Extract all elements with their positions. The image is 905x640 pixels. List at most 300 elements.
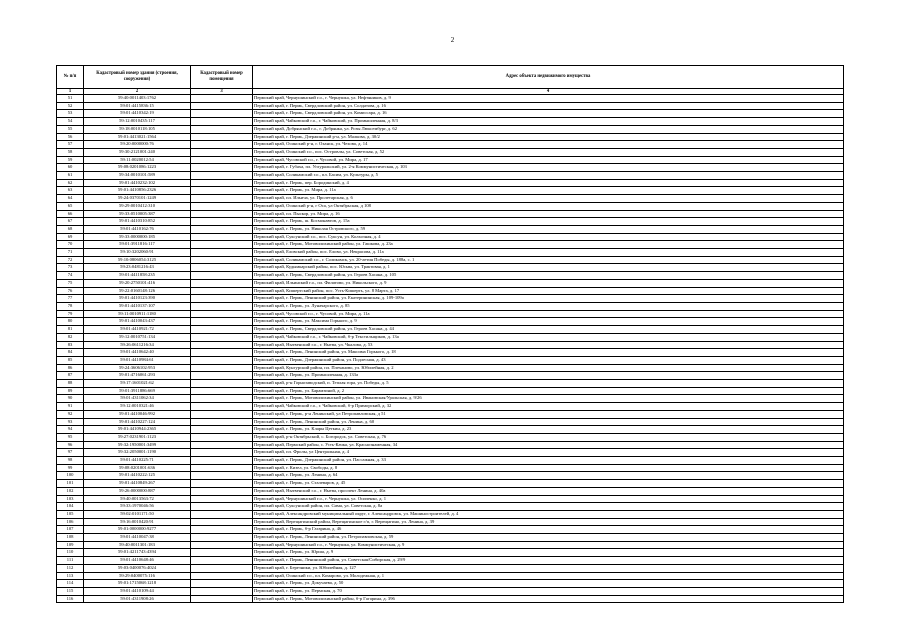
row-cadastral-building: 59:27:0231901:1123 [84, 433, 191, 441]
table-row [57, 464, 844, 472]
row-cadastral-room [191, 418, 253, 426]
row-address: Пермский край, Суксунский г.о., пос. Суксун, ул. Колхозная, д. 4 [253, 233, 844, 241]
row-cadastral-room [191, 349, 253, 357]
header-number-1: 1 [57, 89, 84, 95]
row-number: 98 [57, 457, 84, 465]
row-address: Пермский край, Еловский район, пос. Елово, ул. Некрасова, д. 11а [253, 249, 844, 257]
row-number: 93 [57, 418, 84, 426]
table-row [57, 202, 844, 210]
row-cadastral-room [191, 141, 253, 149]
row-number: 71 [57, 249, 84, 257]
header-number-2: 2 [84, 89, 191, 95]
table-row [57, 526, 844, 534]
row-number: 113 [57, 572, 84, 580]
row-address: Пермский край, г. Пермь, Мотовилихинский район, ул. Гашкова, д. 23а [253, 241, 844, 249]
row-cadastral-room [191, 295, 253, 303]
row-number: 110 [57, 549, 84, 557]
row-number: 54 [57, 118, 84, 126]
row-cadastral-room [191, 487, 253, 495]
row-address: Пермский край, Чернушинский г.о., г. Чернушка, ул. Нефтяников, д. 9 [253, 95, 844, 103]
table-row [57, 110, 844, 118]
table-row [57, 210, 844, 218]
table-row [57, 318, 844, 326]
table-row [57, 403, 844, 411]
row-number: 103 [57, 495, 84, 503]
row-cadastral-room [191, 241, 253, 249]
row-address: Пермский край, г. Пермь, Свердловский район, ул. Солдатова, д. 16 [253, 102, 844, 110]
row-cadastral-room [191, 387, 253, 395]
table-row [57, 341, 844, 349]
table-row [57, 510, 844, 518]
table-row [57, 164, 844, 172]
row-number: 64 [57, 195, 84, 203]
row-cadastral-room [191, 580, 253, 588]
row-cadastral-building: 59:32:2050001:1190 [84, 449, 191, 457]
row-address: Пермский край, Соликамский г.о., пл. Басим, ул. Культуры, д. 5 [253, 172, 844, 180]
row-cadastral-room [191, 433, 253, 441]
row-cadastral-building: 59:02:0101171:50 [84, 510, 191, 518]
row-cadastral-building: 59:01:4410047:38 [84, 534, 191, 542]
row-cadastral-building: 59:32:1950001:3499 [84, 441, 191, 449]
row-number: 109 [57, 541, 84, 549]
row-cadastral-building: 59:01:4410043:437 [84, 318, 191, 326]
row-address: Пермский край, г. Пермь, Дзержинский р-н, ул. Малкова, д. 30/2 [253, 133, 844, 141]
row-cadastral-building: 59:12:0010751:134 [84, 333, 191, 341]
table-row [57, 457, 844, 465]
row-address: Пермский край, г. Пермь, ул. Докучаева, д. 50 [253, 580, 844, 588]
row-cadastral-room [191, 395, 253, 403]
row-number: 63 [57, 187, 84, 195]
table-row [57, 588, 844, 596]
row-cadastral-room [191, 549, 253, 557]
row-cadastral-room [191, 518, 253, 526]
row-address: Пермский край, Чайковский г.о., г. Чайковский, б-р Приморский, д. 32 [253, 403, 844, 411]
row-cadastral-building: 59:03:0400076:4024 [84, 564, 191, 572]
table-row [57, 295, 844, 303]
row-cadastral-building: 59:24:0370101:1249 [84, 195, 191, 203]
row-cadastral-building: 59:01:4410310:852 [84, 218, 191, 226]
table-row [57, 148, 844, 156]
row-number: 79 [57, 310, 84, 318]
table-row [57, 572, 844, 580]
row-cadastral-building: 59:11:0010911:1180 [84, 310, 191, 318]
row-number: 65 [57, 202, 84, 210]
row-cadastral-room [191, 480, 253, 488]
row-number: 55 [57, 125, 84, 133]
property-table [56, 65, 844, 603]
row-cadastral-room [191, 541, 253, 549]
row-number: 108 [57, 534, 84, 542]
row-cadastral-building: 59:33:0510005:387 [84, 210, 191, 218]
row-number: 74 [57, 272, 84, 280]
row-address: Пермский край, г. Пермь, ул. Клары Цеткин, д. 23 [253, 426, 844, 434]
header-cadastral-building: Кадастровый номер здания (строения, сооружения) [84, 66, 191, 89]
row-address: Пермский край, г. Пермь, ш. Космонавтов, д. 15а [253, 218, 844, 226]
row-number: 102 [57, 487, 84, 495]
row-address: Пермский край, г. Пермь, Мотовилихинский район, ул. Ивановская/Уральская, д. 9/26 [253, 395, 844, 403]
header-num: № п/п [57, 66, 84, 89]
row-address: Пермский край, г. Пермь, Ленинский район, ул. Петропавловская, д. 59 [253, 534, 844, 542]
row-address: Пермский край, г. Пермь, Ленинский район, ул. Екатерининская, д. 109-109а [253, 295, 844, 303]
table-row [57, 541, 844, 549]
row-cadastral-building: 59:20:2750101:416 [84, 279, 191, 287]
table-row [57, 241, 844, 249]
row-cadastral-building: 59:01:4410849:267 [84, 480, 191, 488]
row-number: 69 [57, 233, 84, 241]
row-cadastral-building: 59:29:0010412:310 [84, 202, 191, 210]
row-number: 99 [57, 464, 84, 472]
row-address: Пермский край, Чусовской г.о., г. Чусовой, ул. Мира, д. 11а [253, 310, 844, 318]
table-row [57, 549, 844, 557]
table-row [57, 564, 844, 572]
row-address: Пермский край, Верещагинский район, Верещагинское г/п, г. Верещагино, ул. Ленина, д. 39 [253, 518, 844, 526]
page-number: 2 [450, 36, 455, 44]
row-address: Пермский край, пл. Фролы, ул Центральная, д. 4 [253, 449, 844, 457]
row-number: 76 [57, 287, 84, 295]
table-row [57, 380, 844, 388]
row-number: 89 [57, 387, 84, 395]
header-number-3: 3 [191, 89, 253, 95]
row-number: 88 [57, 380, 84, 388]
row-address: Пермский край, Чернушинский г.о., г. Чернушка, ул. Коммунистическая, д. 9 [253, 541, 844, 549]
row-address: Пермский край, р-н Горнозаводский, п. Теплая гора, ул. Победы, д. 5 [253, 380, 844, 388]
table-row [57, 534, 844, 542]
row-cadastral-room [191, 472, 253, 480]
row-cadastral-building: 59:16:0010420:91 [84, 518, 191, 526]
table-row [57, 387, 844, 395]
row-number: 104 [57, 503, 84, 511]
row-address: Пермский край, Чусовской г.о., г. Чусовой, ул. Мира, д. 17 [253, 156, 844, 164]
row-cadastral-room [191, 110, 253, 118]
table-row [57, 518, 844, 526]
row-number: 67 [57, 218, 84, 226]
row-cadastral-room [191, 133, 253, 141]
row-number: 84 [57, 349, 84, 357]
table-row [57, 172, 844, 180]
row-address: Пермский край, Добрянский г.о., г. Добрянка, ул. Розы Люксембург, д. 62 [253, 125, 844, 133]
row-cadastral-building: 59:01:3911886:669 [84, 387, 191, 395]
row-number: 115 [57, 588, 84, 596]
row-address: Пермский край, Чайковский г.о., г. Чайковский, ул. Промышленная, д. 8/3 [253, 118, 844, 126]
table-row [57, 141, 844, 149]
row-cadastral-building: 59:01:4311908:26 [84, 595, 191, 603]
row-cadastral-building: 59:01:4410232:102 [84, 179, 191, 187]
row-cadastral-building: 59:12:0010321:46 [84, 403, 191, 411]
row-cadastral-room [191, 264, 253, 272]
row-cadastral-building: 59:01:4410109:44 [84, 588, 191, 596]
row-cadastral-building: 59:24:3606102:953 [84, 364, 191, 372]
table-row [57, 279, 844, 287]
row-number: 101 [57, 480, 84, 488]
row-cadastral-room [191, 195, 253, 203]
table-row [57, 95, 844, 103]
table-row [57, 225, 844, 233]
row-address: Пермский край, г. Пермь, Дзержинский район, ул. Пассажная, д. 33 [253, 457, 844, 465]
row-number: 106 [57, 518, 84, 526]
row-address: Пермский край, г. Пермь, ул. Пермская, д. 70 [253, 588, 844, 596]
row-cadastral-building: 59:40:0013563:72 [84, 495, 191, 503]
row-cadastral-building: 59:22:0160148:126 [84, 287, 191, 295]
table-row [57, 156, 844, 164]
table-row [57, 249, 844, 257]
row-address: Пермский край, Чернушинский г.о., г. Чернушка, ул. Осипенко, д. 1 [253, 495, 844, 503]
row-cadastral-room [191, 164, 253, 172]
row-cadastral-room [191, 310, 253, 318]
row-number: 80 [57, 318, 84, 326]
row-cadastral-building: 59:01:4410944:2365 [84, 426, 191, 434]
row-address: Пермский край, Осинский р-н, г. Оханск, ул. Чехова, д. 14 [253, 141, 844, 149]
row-cadastral-room [191, 125, 253, 133]
row-address: Пермский край, Чайковский г.о., г. Чайковский, б-р Текстильщиков, д. 13а [253, 333, 844, 341]
row-address: Пермский край, г. Пермь, ул. Ленина, д. 64 [253, 472, 844, 480]
row-cadastral-building: 59:01:4410648:46 [84, 557, 191, 565]
row-address: Пермский край, г. Пермь, ул. Сталеваров, д. 45 [253, 480, 844, 488]
row-address: Пермский край, г. Пермь, ул. Промышленная, д. 133а [253, 372, 844, 380]
row-number: 86 [57, 364, 84, 372]
row-number: 91 [57, 403, 84, 411]
row-number: 61 [57, 172, 84, 180]
row-address: Пермский край, Суксунский район, пл. Сима, ул. Советская, д. 8а [253, 503, 844, 511]
row-cadastral-building: 59:01:4410921:72 [84, 326, 191, 334]
row-cadastral-room [191, 287, 253, 295]
table-row [57, 310, 844, 318]
table-row [57, 426, 844, 434]
row-cadastral-building: 59:01:4410123:390 [84, 295, 191, 303]
row-cadastral-room [191, 588, 253, 596]
table-row [57, 326, 844, 334]
row-address: Пермский край, Пермский район, с. Усть-Качка, ул. Краснознаменная, 34 [253, 441, 844, 449]
table-row [57, 187, 844, 195]
row-cadastral-room [191, 233, 253, 241]
row-cadastral-room [191, 572, 253, 580]
row-number: 85 [57, 356, 84, 364]
row-address: Пермский край, г. Пермь, ул. Мира, д. 11а [253, 187, 844, 195]
row-cadastral-room [191, 364, 253, 372]
row-cadastral-building: 59:17:1601021:62 [84, 380, 191, 388]
row-number: 114 [57, 580, 84, 588]
header-cadastral-room: Кадастровый номер помещения [191, 66, 253, 89]
row-number: 97 [57, 449, 84, 457]
row-cadastral-room [191, 380, 253, 388]
row-address: Пермский край, г. Пермь, Дзержинский район, ул. Подлесная, д. 43 [253, 356, 844, 364]
row-address: Пермский край, г. Пермь, Свердловский район, ул. Героев Хасана, д. 105 [253, 272, 844, 280]
row-cadastral-room [191, 187, 253, 195]
row-number: 70 [57, 241, 84, 249]
row-cadastral-room [191, 102, 253, 110]
row-address: Пермский край, Соликамский г.о., г. Соликамск, ул. 20-летия Победы, д. 188а, с. 1 [253, 256, 844, 264]
row-number: 83 [57, 341, 84, 349]
row-address: Пермский край, г. Пермь, пер. Бородинский, д. 4 [253, 179, 844, 187]
row-number: 59 [57, 156, 84, 164]
row-address: Пермский край, г. Пермь, ул. Луначарского, д. 85 [253, 302, 844, 310]
row-cadastral-room [191, 526, 253, 534]
table-row [57, 595, 844, 603]
row-cadastral-room [191, 326, 253, 334]
row-number: 57 [57, 141, 84, 149]
row-cadastral-building: 59:01:4410984:61 [84, 356, 191, 364]
row-cadastral-room [191, 333, 253, 341]
table-row [57, 495, 844, 503]
row-number: 81 [57, 326, 84, 334]
row-cadastral-building: 59:10:3202060:91 [84, 249, 191, 257]
table-row [57, 580, 844, 588]
table-row [57, 256, 844, 264]
row-address: Пермский край, г. Пермь, Ленинский район, ул. Ленина, д. 60 [253, 418, 844, 426]
header-address: Адрес объекта недвижимого имущества [253, 66, 844, 89]
table-row [57, 441, 844, 449]
row-cadastral-building: 59:33:1970046:56 [84, 503, 191, 511]
row-cadastral-building: 59:01:4211743:4394 [84, 549, 191, 557]
table-row [57, 233, 844, 241]
row-address: Пермский край, Нытвенский г.о., г. Нытва, ул. Чкалова, д. 53 [253, 341, 844, 349]
row-number: 53 [57, 110, 84, 118]
row-cadastral-room [191, 272, 253, 280]
row-number: 72 [57, 256, 84, 264]
row-address: Пермский край, г. Пермь, р-н Ленинский, ул Петропавловская, д 51 [253, 410, 844, 418]
row-cadastral-room [191, 426, 253, 434]
row-address: Пермский край, пл. Ильича, ул. Пролетарская, д. 6 [253, 195, 844, 203]
row-address: Пермский край, Ильинский г.о., пл. Филатово, ул. Никольского, д. 9 [253, 279, 844, 287]
row-number: 68 [57, 225, 84, 233]
row-number: 95 [57, 433, 84, 441]
row-number: 96 [57, 441, 84, 449]
row-cadastral-room [191, 279, 253, 287]
row-cadastral-building: 59:01:4410342:19 [84, 110, 191, 118]
row-cadastral-building: 59:01:0000000:9277 [84, 526, 191, 534]
row-address: Пермский край, пл. Пыскор, ул. Мира, д. 16 [253, 210, 844, 218]
row-cadastral-room [191, 464, 253, 472]
row-cadastral-building: 59:23:0481216:43 [84, 264, 191, 272]
row-cadastral-room [191, 595, 253, 603]
row-cadastral-room [191, 156, 253, 164]
row-cadastral-room [191, 441, 253, 449]
row-address: Пермский край, г. Пермь, Ленинский район, ул. Максима Горького, д. 18 [253, 349, 844, 357]
row-cadastral-building: 59:01:4413021:1564 [84, 133, 191, 141]
row-address: Пермский край, г. Пермь, Ленинский район, ул. Советская/Сибирская, д. 29/9 [253, 557, 844, 565]
row-cadastral-building: 59:01:1715068:1218 [84, 580, 191, 588]
table-row [57, 195, 844, 203]
row-address: Пермский край, г. Пермь, Свердловский район, ул. Комиссара, д. 16 [253, 110, 844, 118]
row-cadastral-room [191, 95, 253, 103]
table-row [57, 410, 844, 418]
table-row [57, 480, 844, 488]
row-cadastral-building: 59:26:0611216:34 [84, 341, 191, 349]
row-cadastral-room [191, 534, 253, 542]
row-number: 62 [57, 179, 84, 187]
row-number: 82 [57, 333, 84, 341]
table-row [57, 333, 844, 341]
row-cadastral-building: 59:18:0010118:105 [84, 125, 191, 133]
row-cadastral-room [191, 495, 253, 503]
row-cadastral-building: 59:01:4410046:992 [84, 410, 191, 418]
row-cadastral-room [191, 302, 253, 310]
row-cadastral-building: 59:11:0020012:54 [84, 156, 191, 164]
table-row [57, 395, 844, 403]
table-row [57, 472, 844, 480]
row-cadastral-room [191, 510, 253, 518]
row-cadastral-room [191, 457, 253, 465]
row-cadastral-room [191, 564, 253, 572]
table-header-row [57, 66, 844, 89]
row-cadastral-room [191, 210, 253, 218]
row-cadastral-room [191, 225, 253, 233]
row-address: Пермский край, Кишертский район, пос. Усть-Кишерть, ул. 8 Марта, д. 17 [253, 287, 844, 295]
table-row [57, 433, 844, 441]
row-cadastral-building: 59:01:4716061:293 [84, 372, 191, 380]
table-row [57, 264, 844, 272]
row-address: Пермский край, р-н Октябрьский, с. Богородск, ул. Советская, д. 76 [253, 433, 844, 441]
row-cadastral-building: 59:01:4415836:15 [84, 102, 191, 110]
row-cadastral-building: 59:34:0010101:589 [84, 172, 191, 180]
row-number: 87 [57, 372, 84, 380]
row-cadastral-room [191, 179, 253, 187]
row-address: Пермский край, г. Пермь, Мотовилихинский район, б-р Гагарина, д. 396 [253, 595, 844, 603]
row-number: 111 [57, 557, 84, 565]
row-number: 78 [57, 302, 84, 310]
row-cadastral-building: 59:01:3911816:117 [84, 241, 191, 249]
row-cadastral-building: 59:20:0000000:76 [84, 141, 191, 149]
table-row [57, 364, 844, 372]
table-row [57, 179, 844, 187]
row-cadastral-room [191, 410, 253, 418]
row-number: 112 [57, 564, 84, 572]
row-address: Пермский край, Кудымкарский район, пос. Юсьва, ул. Трактовая, д. 1 [253, 264, 844, 272]
row-number: 56 [57, 133, 84, 141]
row-number: 58 [57, 148, 84, 156]
row-cadastral-building: 59:01:4410162:76 [84, 225, 191, 233]
table-row [57, 287, 844, 295]
table-row [57, 302, 844, 310]
row-cadastral-room [191, 256, 253, 264]
row-address: Пермский край, г. Кизел, ул. Свободы, д. 8 [253, 464, 844, 472]
row-cadastral-room [191, 249, 253, 257]
row-number: 60 [57, 164, 84, 172]
row-number: 94 [57, 426, 84, 434]
table-row [57, 356, 844, 364]
row-cadastral-room [191, 356, 253, 364]
row-address: Пермский край, г. Пермь, ул. Юрша, д. 9 [253, 549, 844, 557]
row-address: Пермский край, г. Пермь, б-р Гагарина, д. 46 [253, 526, 844, 534]
table-row [57, 503, 844, 511]
table-row [57, 557, 844, 565]
row-cadastral-building: 59:26:0000000:887 [84, 487, 191, 495]
row-cadastral-building: 59:01:4410856:2326 [84, 187, 191, 195]
row-number: 116 [57, 595, 84, 603]
row-cadastral-room [191, 172, 253, 180]
row-cadastral-building: 59:10:0806054:3125 [84, 256, 191, 264]
row-cadastral-room [191, 557, 253, 565]
row-cadastral-building: 59:12:0010435:117 [84, 118, 191, 126]
row-address: Пермский край, Александровский муниципальный округ, г. Александровск, ул. Машиностроителей, д. 4 [253, 510, 844, 518]
table-row [57, 218, 844, 226]
row-number: 51 [57, 95, 84, 103]
row-cadastral-building: 59:01:4410225:71 [84, 457, 191, 465]
row-cadastral-building: 59:40:0011301:183 [84, 541, 191, 549]
row-address: Пермский край, Кунгурский район, пл. Плеханово, ул. Юбилейная, д. 2 [253, 364, 844, 372]
row-cadastral-room [191, 202, 253, 210]
row-cadastral-room [191, 341, 253, 349]
row-cadastral-building: 59:01:4311062:34 [84, 395, 191, 403]
table-row [57, 102, 844, 110]
row-number: 90 [57, 395, 84, 403]
row-cadastral-room [191, 449, 253, 457]
row-number: 66 [57, 210, 84, 218]
row-cadastral-building: 59:01:4410642:40 [84, 349, 191, 357]
row-address: Пермский край, г. Березники, ул. Юбилейная, д. 127 [253, 564, 844, 572]
table-body [57, 95, 844, 603]
row-cadastral-room [191, 372, 253, 380]
row-cadastral-building: 59:33:0000000:185 [84, 233, 191, 241]
